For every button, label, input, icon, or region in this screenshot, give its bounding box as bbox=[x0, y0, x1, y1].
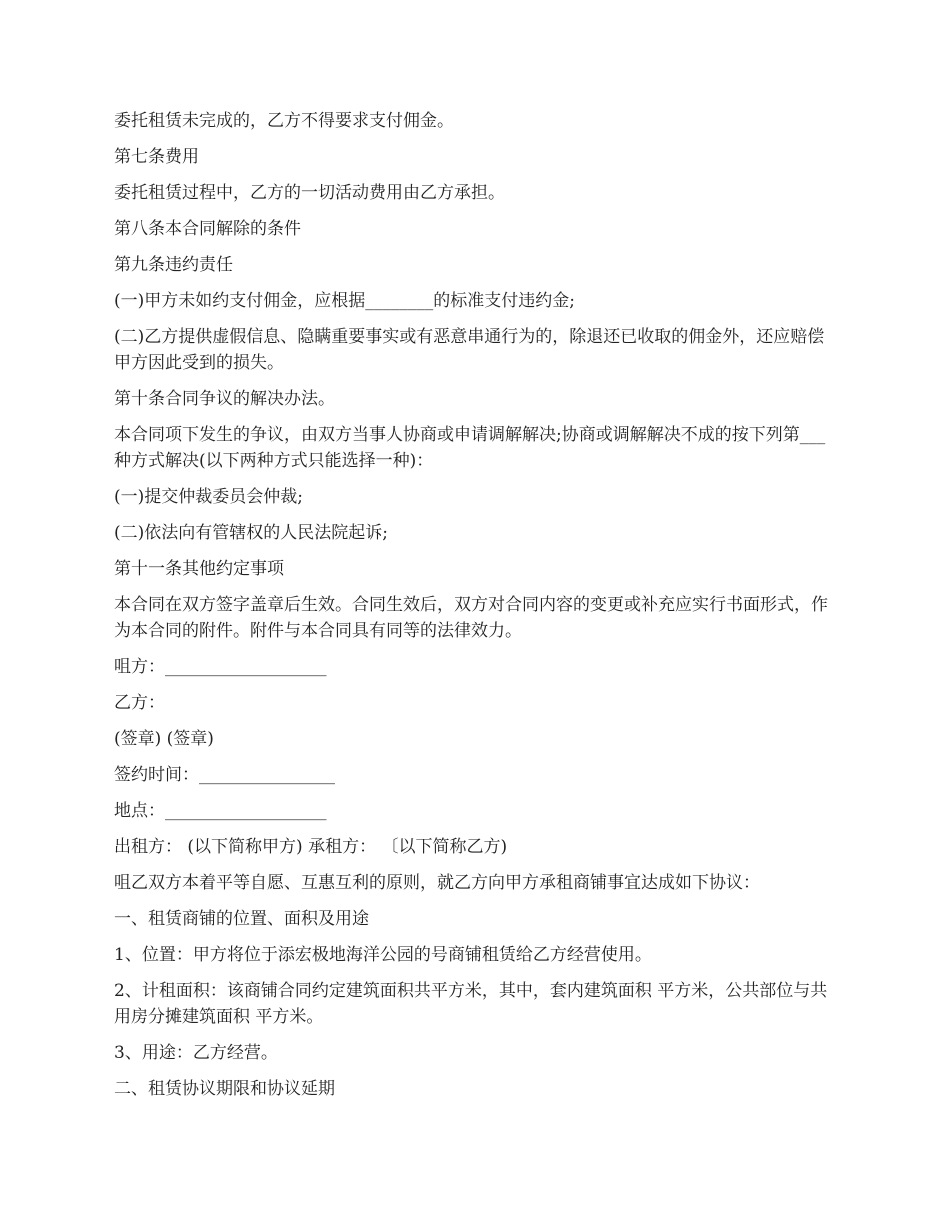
document-body bbox=[114, 108, 840, 1112]
section-heading: 第十一条其他约定事项 bbox=[114, 559, 284, 579]
paragraph: 3、用途：乙方经营。 bbox=[114, 1043, 278, 1063]
section-heading: 第七条费用 bbox=[114, 147, 199, 167]
seal-line: (签章) (签章) bbox=[114, 729, 214, 749]
paragraph: 委托租赁未完成的，乙方不得要求支付佣金。 bbox=[114, 111, 454, 131]
section-heading: 第九条违约责任 bbox=[114, 255, 233, 275]
section-heading: 一、租赁商铺的位置、面积及用途 bbox=[114, 909, 369, 929]
paragraph: 本合同在双方签字盖章后生效。合同生效后，双方对合同内容的变更或补充应实行书面形式，作为本合同的附件。附件与本合同具有同等的法律效力。 bbox=[114, 595, 828, 641]
paragraph: 咀乙双方本着平等自愿、互惠互利的原则，就乙方向甲方承租商铺事宜达成如下协议： bbox=[114, 873, 760, 893]
paragraph: (一)甲方未如约支付佣金，应根据________的标准支付违约金; bbox=[114, 291, 575, 311]
parties-line: 出租方： (以下简称甲方) 承租方： 〔以下简称乙方) bbox=[114, 837, 508, 857]
signing-place-line: 地点：___________________ bbox=[114, 801, 327, 821]
section-heading: 第八条本合同解除的条件 bbox=[114, 219, 301, 239]
signing-date-line: 签约时间：________________ bbox=[114, 765, 335, 785]
paragraph: (二)依法向有管辖权的人民法院起诉; bbox=[114, 523, 388, 543]
paragraph: (一)提交仲裁委员会仲裁; bbox=[114, 487, 303, 507]
section-heading: 二、租赁协议期限和协议延期 bbox=[114, 1079, 335, 1099]
paragraph: (二)乙方提供虚假信息、隐瞒重要事实或有恶意串通行为的，除退还已收取的佣金外，还应赔偿甲方因此受到的损失。 bbox=[114, 327, 825, 373]
paragraph: 委托租赁过程中，乙方的一切活动费用由乙方承担。 bbox=[114, 183, 505, 203]
paragraph: 2、计租面积：该商铺合同约定建筑面积共平方米，其中，套内建筑面积 平方米，公共部位与共用房分摊建筑面积 平方米。 bbox=[114, 981, 828, 1027]
paragraph: 1、位置：甲方将位于添宏极地海洋公园的号商铺租赁给乙方经营使用。 bbox=[114, 945, 652, 965]
signature-party-a: 咀方：___________________ bbox=[114, 657, 327, 677]
signature-party-b: 乙方： bbox=[114, 693, 165, 713]
section-heading: 第十条合同争议的解决办法。 bbox=[114, 389, 335, 409]
paragraph: 本合同项下发生的争议，由双方当事人协商或申请调解解决;协商或调解解决不成的按下列第___种方式解决(以下两种方式只能选择一种)： bbox=[114, 425, 826, 471]
